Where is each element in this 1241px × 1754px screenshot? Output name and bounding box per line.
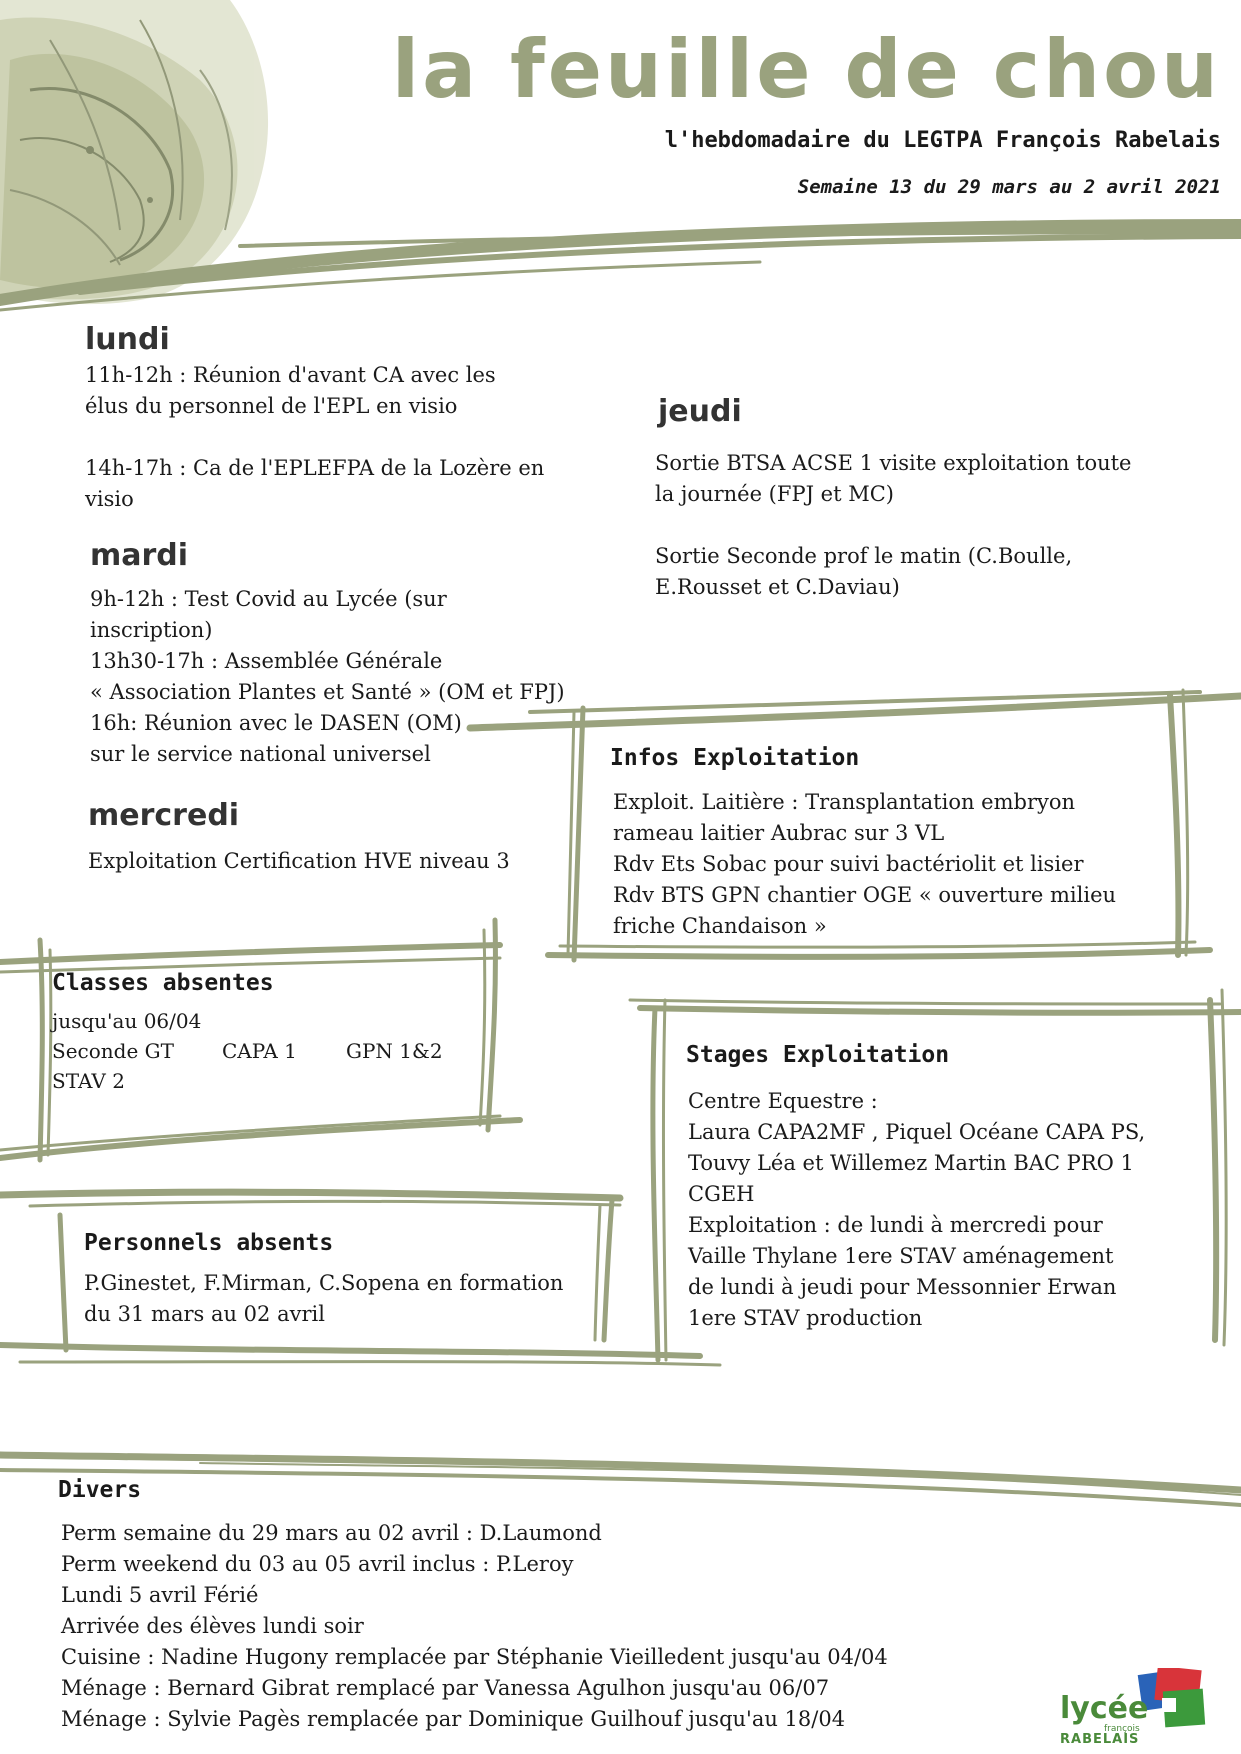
classes-item: Seconde GT	[52, 1039, 174, 1063]
mardi-section	[90, 584, 630, 770]
classes-until: jusqu'au 06/04	[52, 1009, 202, 1033]
header-strokes	[0, 225, 1241, 310]
infos-line: Rdv Ets Sobac pour suivi bactériolit et lisier	[613, 852, 1084, 876]
newsletter-title: la feuille de chou	[391, 23, 1221, 116]
personnels-heading: Personnels absents	[84, 1230, 334, 1256]
lower-strokes	[0, 1345, 1241, 1505]
logo-small: françois	[1104, 1724, 1140, 1734]
stages-line: 1ere STAV production	[688, 1306, 923, 1330]
classes-section	[52, 1006, 472, 1096]
lundi-line: 11h-12h : Réunion d'avant CA avec les	[85, 363, 496, 387]
stages-line: CGEH	[688, 1182, 755, 1206]
stages-line: Centre Equestre :	[688, 1089, 878, 1113]
infos-line: Rdv BTS GPN chantier OGE « ouverture milieu	[613, 883, 1117, 907]
mercredi-line: Exploitation Certification HVE niveau 3	[88, 849, 510, 873]
personnels-section	[84, 1268, 624, 1330]
lycee-logo	[1060, 1668, 1220, 1746]
mercredi-section	[88, 846, 608, 877]
jeudi-heading: jeudi	[658, 394, 742, 429]
mardi-line: « Association Plantes et Santé » (OM et FPJ)	[90, 680, 565, 704]
classes-last: STAV 2	[52, 1069, 125, 1093]
divers-line: Arrivée des élèves lundi soir	[61, 1614, 364, 1638]
stages-line: Exploitation : de lundi à mercredi pour	[688, 1213, 1103, 1237]
jeudi-line: Sortie Seconde prof le matin (C.Boulle,	[655, 544, 1073, 568]
lundi-section	[85, 360, 605, 515]
jeudi-line: E.Rousset et C.Daviau)	[655, 575, 900, 599]
classes-item: CAPA 1	[222, 1039, 297, 1063]
jeudi-line: Sortie BTSA ACSE 1 visite exploitation toute	[655, 451, 1132, 475]
classes-heading: Classes absentes	[52, 970, 274, 996]
infos-heading: Infos Exploitation	[610, 745, 860, 771]
jeudi-section	[655, 448, 1215, 603]
divers-line: Ménage : Sylvie Pagès remplacée par Dominique Guilhouf jusqu'au 18/04	[61, 1707, 846, 1731]
classes-item: GPN 1&2	[346, 1039, 443, 1063]
divers-heading: Divers	[58, 1477, 142, 1503]
mardi-line: 16h: Réunion avec le DASEN (OM)	[90, 711, 462, 735]
stages-heading: Stages Exploitation	[686, 1042, 950, 1068]
mardi-line: 9h-12h : Test Covid au Lycée (sur	[90, 587, 447, 611]
week-label: Semaine 13 du 29 mars au 2 avril 2021	[797, 176, 1221, 198]
divers-line: Perm semaine du 29 mars au 02 avril : D.Laumond	[61, 1521, 602, 1545]
infos-section	[613, 787, 1173, 942]
lundi-line: 14h-17h : Ca de l'EPLEFPA de la Lozère en	[85, 456, 545, 480]
stages-line: Vaille Thylane 1ere STAV aménagement	[688, 1244, 1114, 1268]
mardi-line: 13h30-17h : Assemblée Générale	[90, 649, 443, 673]
lundi-line: élus du personnel de l'EPL en visio	[85, 394, 458, 418]
divers-line: Perm weekend du 03 au 05 avril inclus : P.Leroy	[61, 1552, 574, 1576]
infos-line: friche Chandaison »	[613, 914, 827, 938]
lundi-line: visio	[85, 487, 134, 511]
divers-section	[61, 1518, 1061, 1735]
mardi-heading: mardi	[90, 538, 189, 573]
mardi-line: sur le service national universel	[90, 742, 431, 766]
stages-line: de lundi à jeudi pour Messonnier Erwan	[688, 1275, 1117, 1299]
divers-line: Cuisine : Nadine Hugony remplacée par Stéphanie Vieilledent jusqu'au 04/04	[61, 1645, 888, 1669]
lundi-heading: lundi	[85, 322, 170, 357]
infos-line: rameau laitier Aubrac sur 3 VL	[613, 821, 945, 845]
mardi-line: inscription)	[90, 618, 213, 642]
newsletter-subtitle: l'hebdomadaire du LEGTPA François Rabelais	[664, 128, 1221, 153]
mercredi-heading: mercredi	[88, 798, 240, 833]
divers-line: Ménage : Bernard Gibrat remplacé par Vanessa Agulhon jusqu'au 06/07	[61, 1676, 830, 1700]
stages-section	[688, 1086, 1198, 1334]
stages-line: Touvy Léa et Willemez Martin BAC PRO 1	[688, 1151, 1134, 1175]
logo-big: RABELAIS	[1060, 1732, 1140, 1747]
divers-line: Lundi 5 avril Férié	[61, 1583, 259, 1607]
personnels-line: P.Ginestet, F.Mirman, C.Sopena en formation	[84, 1271, 564, 1295]
personnels-line: du 31 mars au 02 avril	[84, 1302, 325, 1326]
infos-line: Exploit. Laitière : Transplantation embryon	[613, 790, 1076, 814]
jeudi-line: la journée (FPJ et MC)	[655, 482, 894, 506]
stages-line: Laura CAPA2MF , Piquel Océane CAPA PS,	[688, 1120, 1146, 1144]
logo-word: lycée	[1060, 1691, 1149, 1726]
cabbage-illustration	[0, 0, 268, 304]
